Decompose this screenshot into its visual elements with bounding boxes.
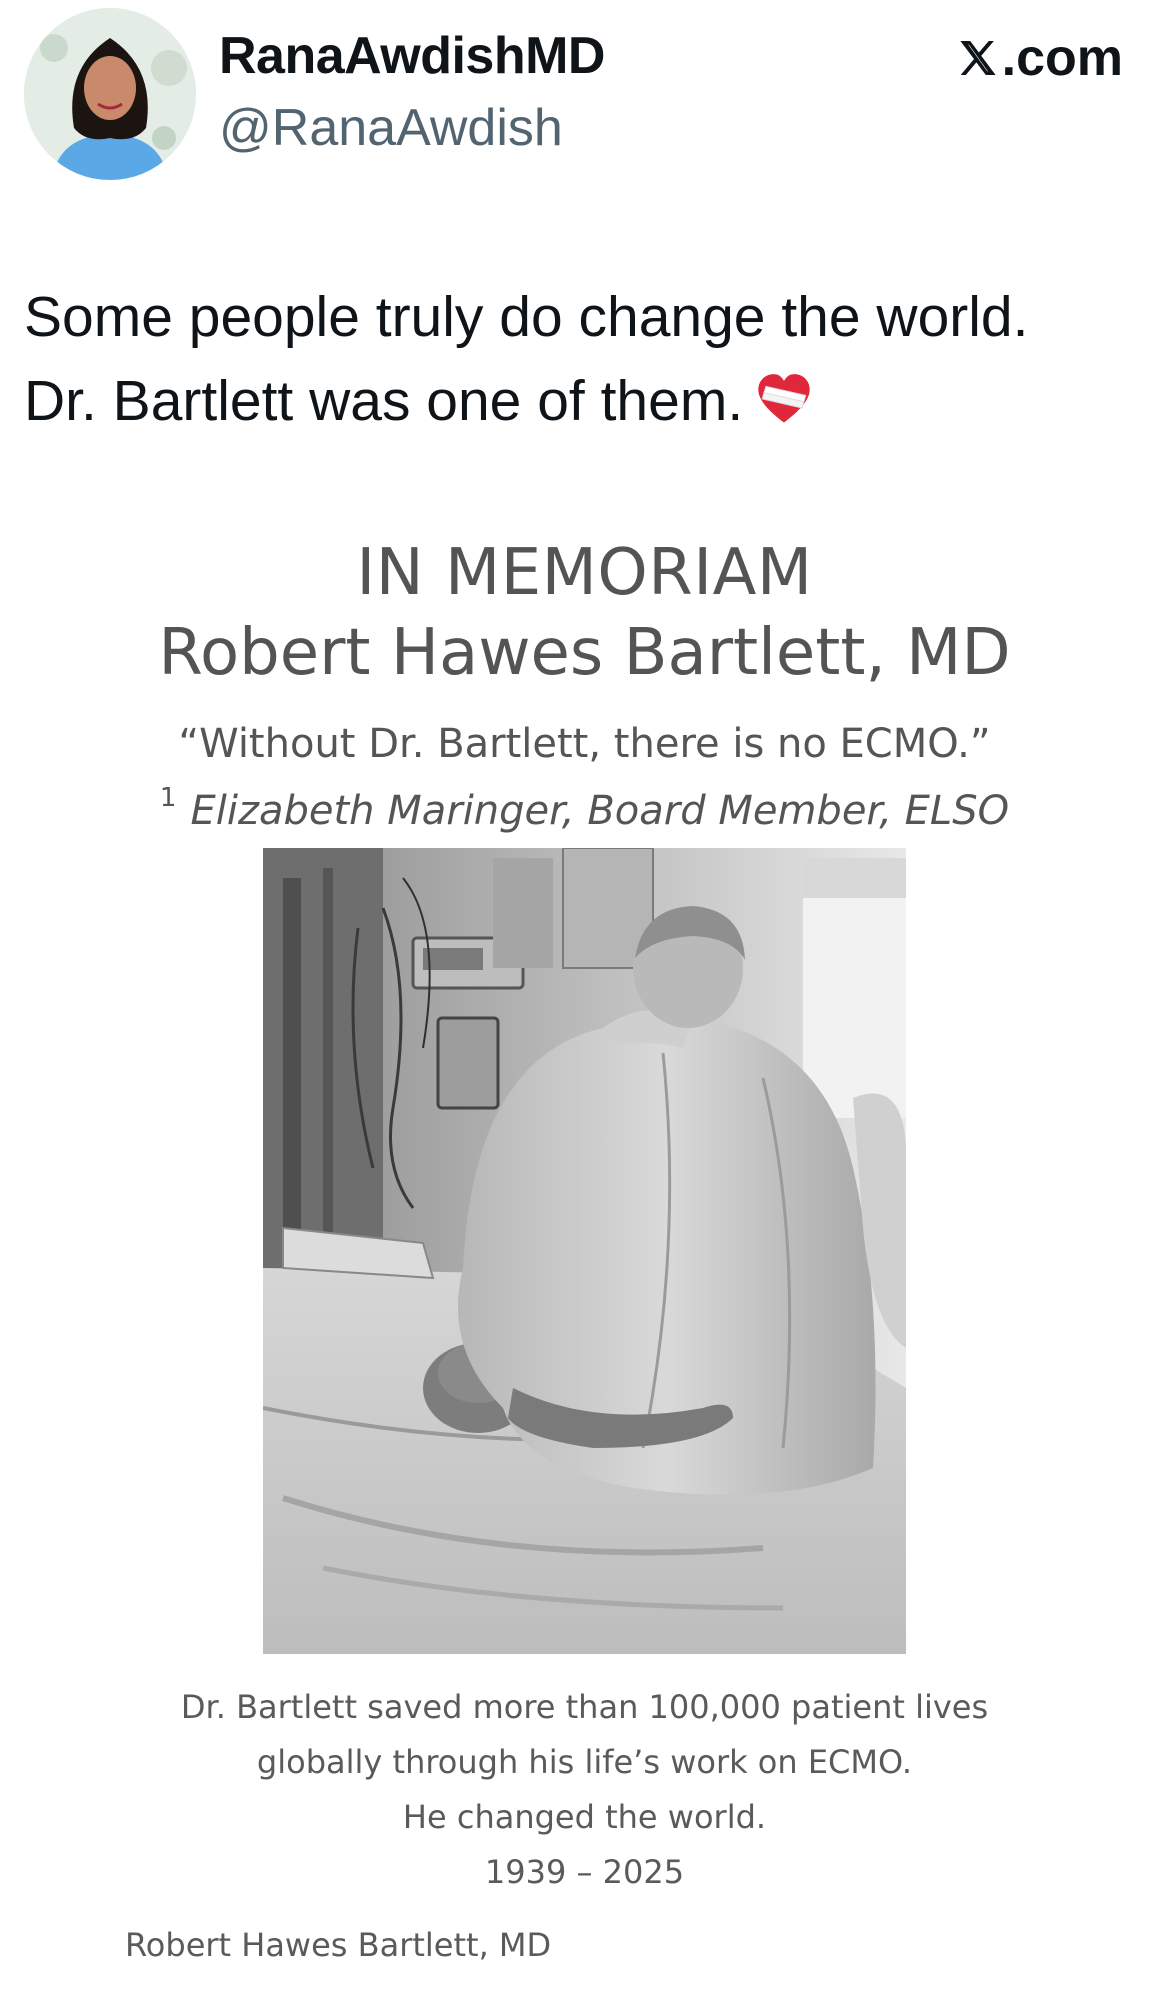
tweet-text xyxy=(24,275,1144,443)
caption-line-1: Dr. Bartlett saved more than 100,000 patient lives xyxy=(180,1688,989,1726)
tweet-text-line-2-text: Dr. Bartlett was one of them. xyxy=(24,369,744,433)
memorial-name: Robert Hawes Bartlett, MD xyxy=(158,616,1011,690)
memorial-attribution xyxy=(0,772,1169,837)
memorial-photo xyxy=(263,848,906,1654)
tweet-text-line-1: Some people truly do change the world. xyxy=(24,285,1029,349)
mending-heart-icon xyxy=(755,370,813,428)
memorial-footer: Robert Hawes Bartlett, MD xyxy=(125,1926,552,1964)
caption-line-2: globally through his life’s work on ECMO. xyxy=(256,1743,913,1781)
footnote-marker: 1 xyxy=(159,783,177,813)
attribution-text: Elizabeth Maringer, Board Member, ELSO xyxy=(190,788,1010,834)
site-label-text: .com xyxy=(1001,29,1123,87)
author-handle[interactable]: @RanaAwdish xyxy=(219,99,563,157)
memorial-card-image[interactable] xyxy=(0,500,1169,2000)
author-avatar[interactable] xyxy=(24,8,196,180)
memorial-title: IN MEMORIAM xyxy=(356,536,813,610)
avatar-image xyxy=(24,8,196,180)
caption-line-3: He changed the world. xyxy=(402,1798,767,1836)
x-logo-icon xyxy=(956,36,1000,80)
memorial-caption xyxy=(0,1680,1169,1900)
memorial-quote: “Without Dr. Bartlett, there is no ECMO.” xyxy=(178,721,991,767)
caption-dates: 1939 – 2025 xyxy=(484,1853,685,1891)
tweet-header xyxy=(0,0,1169,190)
x-site-label xyxy=(956,28,1123,88)
hospital-photo-illustration xyxy=(263,848,906,1654)
tweet-text-line-2 xyxy=(24,359,1144,443)
author-display-name[interactable]: RanaAwdishMD xyxy=(219,27,605,85)
